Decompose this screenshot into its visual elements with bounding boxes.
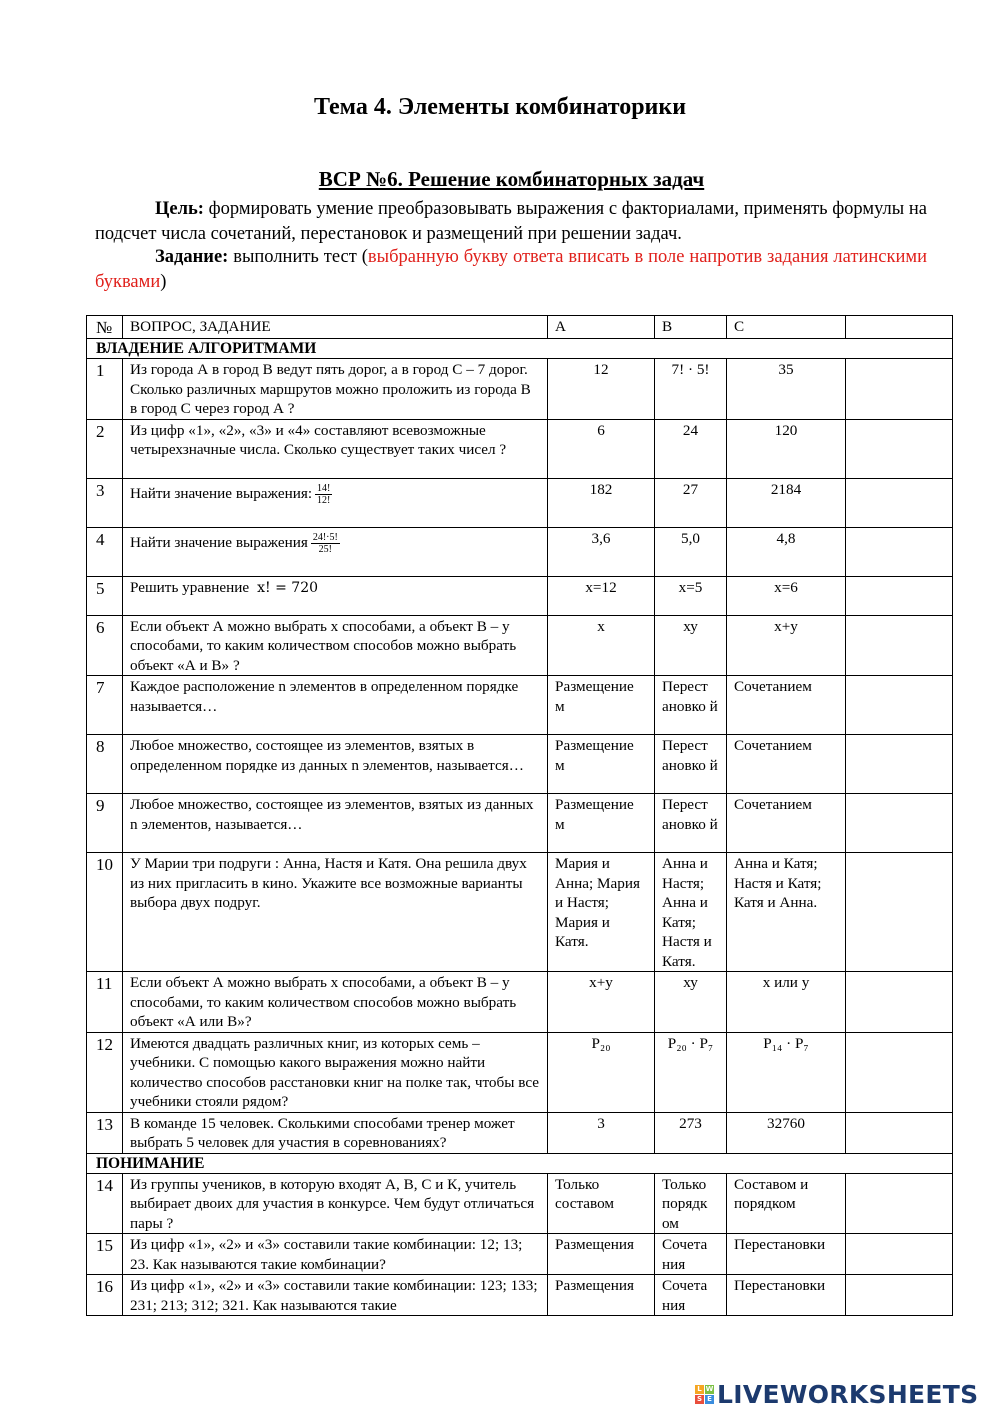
option-a: х [548,615,655,676]
option-b: ху [655,615,727,676]
table-row [87,794,953,853]
option-c: Перестановки [727,1234,846,1275]
option-c: x=6 [727,576,846,615]
option-c: Сочетанием [727,794,846,853]
answer-field[interactable] [846,527,953,576]
table-row [87,576,953,615]
answer-field[interactable] [846,359,953,420]
option-a: 6 [548,419,655,478]
question-number: 12 [87,1032,123,1112]
question-label: Каждое расположение n элементов в определенном порядке называется… [130,678,519,715]
question-number: 10 [87,853,123,972]
option-a: Только составом [548,1173,655,1234]
header-a: A [548,316,655,339]
fraction [311,532,340,555]
option-c: 35 [727,359,846,420]
question-text [123,478,548,527]
option-b: 5,0 [655,527,727,576]
question-text [123,615,548,676]
equation: x! = 720 [257,579,319,596]
fraction-numerator: 24!·5! [312,531,338,543]
table-row [87,1112,953,1153]
option-c: Анна и Катя; Настя и Катя; Катя и Анна. [727,853,846,972]
fraction-numerator: 14! [317,482,331,494]
header-answer [846,316,953,339]
table-row [87,478,953,527]
question-number: 14 [87,1173,123,1234]
table-row [87,972,953,1033]
option-c: х или у [727,972,846,1033]
option-b: 273 [655,1112,727,1153]
question-number: 7 [87,676,123,735]
option-a: Размещение м [548,794,655,853]
option-a: Размещения [548,1275,655,1316]
option-c: P₁₄ · P₇ [727,1032,846,1112]
table-row [87,1275,953,1316]
question-number: 11 [87,972,123,1033]
answer-field[interactable] [846,794,953,853]
question-text [123,735,548,794]
table-row [87,1173,953,1234]
option-b: Только порядк ом [655,1173,727,1234]
fraction-denominator: 12! [317,494,331,506]
question-label: Из цифр «1», «2» и «3» составили такие комбинации: 12; 13; 23. Как называются такие комбинации? [130,1236,523,1273]
table-row [87,359,953,420]
section-header-algorithms-label: ВЛАДЕНИЕ АЛГОРИТМАМИ [87,339,953,359]
answer-field[interactable] [846,853,953,972]
logo-icon-square: W [705,1384,714,1393]
question-text [123,794,548,853]
answer-field[interactable] [846,735,953,794]
table-row [87,419,953,478]
option-c: 120 [727,419,846,478]
option-b: 7! · 5! [655,359,727,420]
option-a: Размещения [548,1234,655,1275]
logo-icon-square: E [705,1395,714,1404]
task-instruction: выбранную букву ответа вписать в поле напротив задания латинскими буквами [95,247,927,292]
question-text [123,853,548,972]
question-label: Из группы учеников, в которую входят А, В, С и К, учитель выбирает двоих для участия в конкурсе. Чем будут отличаться пары ? [130,1175,535,1232]
answer-field[interactable] [846,1234,953,1275]
option-b: 24 [655,419,727,478]
page-title: Тема 4. Элементы комбинаторики [313,94,687,120]
option-b: ху [655,972,727,1033]
section-header-understanding-label: ПОНИМАНИЕ [87,1153,953,1173]
option-b: Анна и Настя; Анна и Катя; Настя и Катя. [655,853,727,972]
option-b: Сочета ния [655,1275,727,1316]
question-label: Любое множество, состоящее из элементов, взятых из данных n элементов, называется… [130,796,534,833]
option-b: x=5 [655,576,727,615]
question-label: Из цифр «1», «2» и «3» составили такие комбинации: 123; 133; 231; 213; 312; 321. Как называются такие [130,1277,538,1314]
option-c: Составом и порядком [727,1173,846,1234]
fraction-denominator: 25! [318,543,332,555]
question-number: 1 [87,359,123,420]
table-row [87,676,953,735]
task-paragraph [95,245,927,295]
question-text [123,1032,548,1112]
question-number: 2 [87,419,123,478]
liveworksheets-logo [695,1380,978,1408]
header-b: B [655,316,727,339]
question-label: Если объект А можно выбрать х способами, а объект В – у способами, то каким количеством способов можно выбрать объект «А и В» ? [130,617,517,674]
option-a: 182 [548,478,655,527]
header-c: C [727,316,846,339]
option-a: Мария и Анна; Мария и Настя; Мария и Катя. [548,853,655,972]
option-c: Перестановки [727,1275,846,1316]
option-b: 27 [655,478,727,527]
option-a: Размещение м [548,676,655,735]
question-number: 13 [87,1112,123,1153]
question-number: 5 [87,576,123,615]
answer-field[interactable] [846,419,953,478]
task-label: Задание: [155,247,229,267]
table-row [87,1032,953,1112]
option-c: 4,8 [727,527,846,576]
question-label: В команде 15 человек. Сколькими способами тренер может выбрать 5 человек для участия в соревнованиях? [130,1114,515,1151]
answer-field[interactable] [846,1275,953,1316]
table-header-row [87,316,953,339]
table-row [87,735,953,794]
option-a: x=12 [548,576,655,615]
fraction [315,483,332,506]
page-subtitle: ВСР №6. Решение комбинаторных задач [318,167,705,191]
question-text [123,1234,548,1275]
option-a: 12 [548,359,655,420]
goal-paragraph [95,197,927,247]
answer-field[interactable] [846,1032,953,1112]
answer-field[interactable] [846,676,953,735]
option-c: Сочетанием [727,735,846,794]
question-number: 16 [87,1275,123,1316]
question-number: 4 [87,527,123,576]
option-c: 32760 [727,1112,846,1153]
logo-text: LIVEWORKSHEETS [717,1379,979,1409]
table-row [87,615,953,676]
question-label: У Марии три подруги : Анна, Настя и Катя. Она решила двух из них пригласить в кино. Укажите все возможные варианты выбора двух подруг. [130,855,527,911]
option-b: Перест ановко й [655,676,727,735]
option-b: Сочета ния [655,1234,727,1275]
question-label: Имеются двадцать различных книг, из которых семь – учебники. С помощью какого выражения можно найти количество способов расстановки книг на полке так, чтобы все учебники стояли рядом? [130,1034,539,1110]
answer-field[interactable] [846,576,953,615]
section-header-understanding [87,1153,953,1173]
question-text [123,419,548,478]
quiz-table [86,315,953,1316]
section-header-algorithms [87,339,953,359]
header-question: ВОПРОС, ЗАДАНИЕ [123,316,548,339]
question-label: Из города А в город В ведут пять дорог, а в город С – 7 дорог. Сколько различных маршрутов можно проложить из города В в город С через город А ? [130,361,531,417]
question-label: Найти значение выражения [130,533,308,551]
question-label: Из цифр «1», «2», «3» и «4» составляют всевозможные четырехзначные числа. Сколько существует таких чисел ? [130,421,507,458]
option-a: P₂₀ [548,1032,655,1112]
question-number: 8 [87,735,123,794]
option-c: х+у [727,615,846,676]
question-label: Найти значение выражения: [130,484,313,502]
question-label: Если объект А можно выбрать х способами, а объект В – у способами, то каким количеством способов можно выбрать объект «А или В»? [130,974,517,1030]
question-text [123,527,548,576]
option-b: Перест ановко й [655,794,727,853]
table-row [87,1234,953,1275]
question-text [123,1173,548,1234]
question-text [123,1112,548,1153]
answer-field[interactable] [846,972,953,1033]
table-row [87,527,953,576]
logo-icon-square: S [696,1394,703,1403]
question-label: Любое множество, состоящее из элементов, взятых в определенном порядке из данных n элементов, называется… [130,737,524,774]
option-b: Перест ановко й [655,735,727,794]
goal-label: Цель: [155,199,204,219]
option-a: х+у [548,972,655,1033]
question-text [123,576,548,615]
answer-field[interactable] [846,1173,953,1234]
option-b: P₂₀ · P₇ [655,1032,727,1112]
logo-icon [695,1385,714,1404]
question-number: 6 [87,615,123,676]
question-number: 9 [87,794,123,853]
question-text [123,972,548,1033]
question-text [123,676,548,735]
answer-field[interactable] [846,478,953,527]
question-text [123,359,548,420]
question-label: Решить уравнение [130,578,250,596]
option-a: 3 [548,1112,655,1153]
answer-field[interactable] [846,615,953,676]
question-text [123,1275,548,1316]
answer-field[interactable] [846,1112,953,1153]
question-number: 3 [87,478,123,527]
task-text: выполнить тест ( [228,247,368,267]
header-number: № [87,316,123,339]
task-close: ) [160,272,167,292]
table-row [87,853,953,972]
option-c: 2184 [727,478,846,527]
goal-text: формировать умение преобразовывать выражения с факториалами, применять формулы на подсчет числа сочетаний, перестановок и размещений при решении задач. [95,199,927,244]
question-number: 15 [87,1234,123,1275]
option-a: Размещение м [548,735,655,794]
option-a: 3,6 [548,527,655,576]
logo-icon-square: L [695,1385,704,1394]
option-c: Сочетанием [727,676,846,735]
